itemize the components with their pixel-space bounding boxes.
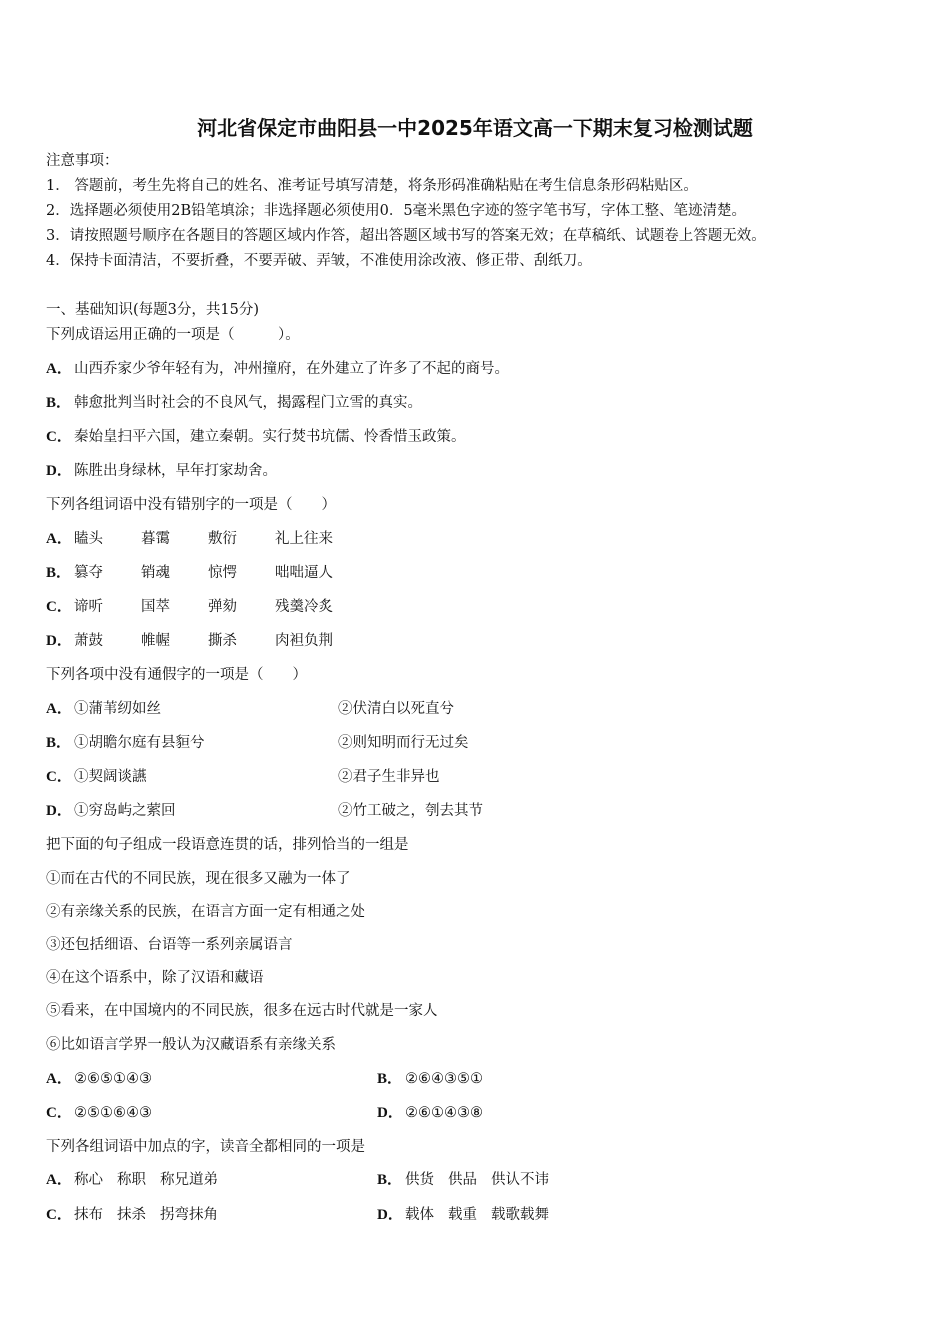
sentence-2: ②有亲缘关系的民族，在语言方面一定有相通之处 <box>46 904 365 920</box>
word: 残羹冷炙 <box>275 599 333 615</box>
option-letter: A． <box>46 1172 72 1188</box>
word: 供货 <box>405 1172 434 1188</box>
option-letter: C． <box>46 429 72 445</box>
sentence-6: ⑥比如语言学界一般认为汉藏语系有亲缘关系 <box>46 1037 336 1053</box>
option-second: ②竹工破之，刳去其节 <box>338 803 483 819</box>
question-4-option-c <box>46 1103 152 1123</box>
question-2-option-d <box>46 631 333 651</box>
word: 载体 <box>405 1207 434 1223</box>
word: 抹布 <box>74 1207 103 1223</box>
section-heading: 一、基础知识(每题3分，共15分) <box>46 302 259 318</box>
word: 称职 <box>117 1172 146 1188</box>
question-2-option-b <box>46 563 333 583</box>
option-text: ②⑤①⑥④③ <box>74 1105 152 1121</box>
option-letter: B． <box>46 565 72 581</box>
option-letter: A． <box>46 701 72 717</box>
question-3-option-b <box>46 733 906 753</box>
word: 萧鼓 <box>74 633 103 649</box>
option-first: ①契阔谈讌 <box>74 769 147 785</box>
option-second: ②伏清白以死直兮 <box>338 701 454 717</box>
question-2-stem: 下列各组词语中没有错别字的一项是（ ） <box>46 497 336 513</box>
question-1-option-d <box>46 461 277 481</box>
question-2-option-c <box>46 597 333 617</box>
question-4-option-d <box>377 1103 483 1123</box>
page-title: 河北省保定市曲阳县一中2025年语文高一下期末复习检测试题 <box>197 116 753 140</box>
notice-item-2: 2．选择题必须使用2B铅笔填涂；非选择题必须使用0．5毫米黑色字迹的签字笔书写，字体工整、笔迹清楚。 <box>46 203 747 219</box>
question-3-stem: 下列各项中没有通假字的一项是（ ） <box>46 667 307 683</box>
option-letter: A． <box>46 361 72 377</box>
question-4-stem: 把下面的句子组成一段语意连贯的话，排列恰当的一组是 <box>46 837 409 853</box>
question-5-option-c <box>46 1205 218 1225</box>
word: 谛听 <box>74 599 103 615</box>
word: 国萃 <box>141 599 170 615</box>
word: 弹劾 <box>208 599 237 615</box>
question-4-option-a <box>46 1069 152 1089</box>
question-1-option-b <box>46 393 422 413</box>
word: 帷幄 <box>141 633 170 649</box>
option-letter: D． <box>377 1105 403 1121</box>
option-second: ②君子生非异也 <box>338 769 440 785</box>
option-text: 山西乔家少爷年轻有为，冲州撞府，在外建立了许多了不起的商号。 <box>74 361 509 377</box>
question-5-stem: 下列各组词语中加点的字，读音全都相同的一项是 <box>46 1139 365 1155</box>
option-letter: A． <box>46 1071 72 1087</box>
option-letter: B． <box>46 395 72 411</box>
option-letter: B． <box>377 1172 403 1188</box>
option-second: ②则知明而行无过矣 <box>338 735 469 751</box>
option-text: ②⑥④③⑤① <box>405 1071 483 1087</box>
question-5-option-d <box>377 1205 549 1225</box>
notice-heading: 注意事项： <box>46 153 119 169</box>
question-1-option-c <box>46 427 466 447</box>
word: 撕杀 <box>208 633 237 649</box>
sentence-5: ⑤看来，在中国境内的不同民族，很多在远古时代就是一家人 <box>46 1003 438 1019</box>
notice-item-4: 4．保持卡面清洁，不要折叠，不要弄破、弄皱，不准使用涂改液、修正带、刮纸刀。 <box>46 253 592 269</box>
question-5-option-b <box>377 1170 549 1190</box>
notice-item-1: 1． 答题前，考生先将自己的姓名、准考证号填写清楚，将条形码准确粘贴在考生信息条形码粘贴区。 <box>46 178 698 194</box>
word: 供品 <box>448 1172 477 1188</box>
question-2-option-a <box>46 529 333 549</box>
question-4-option-b <box>377 1069 483 1089</box>
question-3-option-c <box>46 767 906 787</box>
word: 载重 <box>448 1207 477 1223</box>
option-text: ②⑥①④③⑧ <box>405 1105 483 1121</box>
word: 供认不讳 <box>491 1172 549 1188</box>
notice-item-3: 3．请按照题号顺序在各题目的答题区域内作答，超出答题区域书写的答案无效；在草稿纸、试题卷上答题无效。 <box>46 228 766 244</box>
option-text: ②⑥⑤①④③ <box>74 1071 152 1087</box>
question-1-stem: 下列成语运用正确的一项是（ ）。 <box>46 327 300 343</box>
word: 抹杀 <box>117 1207 146 1223</box>
option-letter: C． <box>46 599 72 615</box>
option-first: ①蒲苇纫如丝 <box>74 701 161 717</box>
sentence-3: ③还包括细语、台语等一系列亲属语言 <box>46 937 293 953</box>
word: 惊愕 <box>208 565 237 581</box>
word: 销魂 <box>141 565 170 581</box>
sentence-4: ④在这个语系中，除了汉语和藏语 <box>46 970 264 986</box>
option-letter: D． <box>46 463 72 479</box>
word: 礼上往来 <box>275 531 333 547</box>
option-letter: B． <box>377 1071 403 1087</box>
option-letter: C． <box>46 1105 72 1121</box>
option-letter: D． <box>46 803 72 819</box>
word: 载歌载舞 <box>491 1207 549 1223</box>
option-letter: C． <box>46 769 72 785</box>
option-text: 陈胜出身绿林，早年打家劫舍。 <box>74 463 277 479</box>
word: 肉袒负荆 <box>275 633 333 649</box>
option-text: 韩愈批判当时社会的不良风气，揭露程门立雪的真实。 <box>74 395 422 411</box>
option-letter: A． <box>46 531 72 547</box>
word: 拐弯抹角 <box>160 1207 218 1223</box>
question-5-option-a <box>46 1170 218 1190</box>
word: 暮霭 <box>141 531 170 547</box>
word: 敷衍 <box>208 531 237 547</box>
option-first: ①穷岛屿之萦回 <box>74 803 176 819</box>
option-letter: C． <box>46 1207 72 1223</box>
option-first: ①胡瞻尔庭有县貆兮 <box>74 735 205 751</box>
question-3-option-d <box>46 801 906 821</box>
word: 称心 <box>74 1172 103 1188</box>
option-letter: B． <box>46 735 72 751</box>
question-3-option-a <box>46 699 906 719</box>
word: 篡夺 <box>74 565 103 581</box>
option-letter: D． <box>377 1207 403 1223</box>
word: 瞌头 <box>74 531 103 547</box>
question-1-option-a <box>46 359 509 379</box>
word: 称兄道弟 <box>160 1172 218 1188</box>
word: 咄咄逼人 <box>275 565 333 581</box>
option-letter: D． <box>46 633 72 649</box>
sentence-1: ①而在古代的不同民族，现在很多又融为一体了 <box>46 871 351 887</box>
option-text: 秦始皇扫平六国，建立秦朝。实行焚书坑儒、怜香惜玉政策。 <box>74 429 466 445</box>
